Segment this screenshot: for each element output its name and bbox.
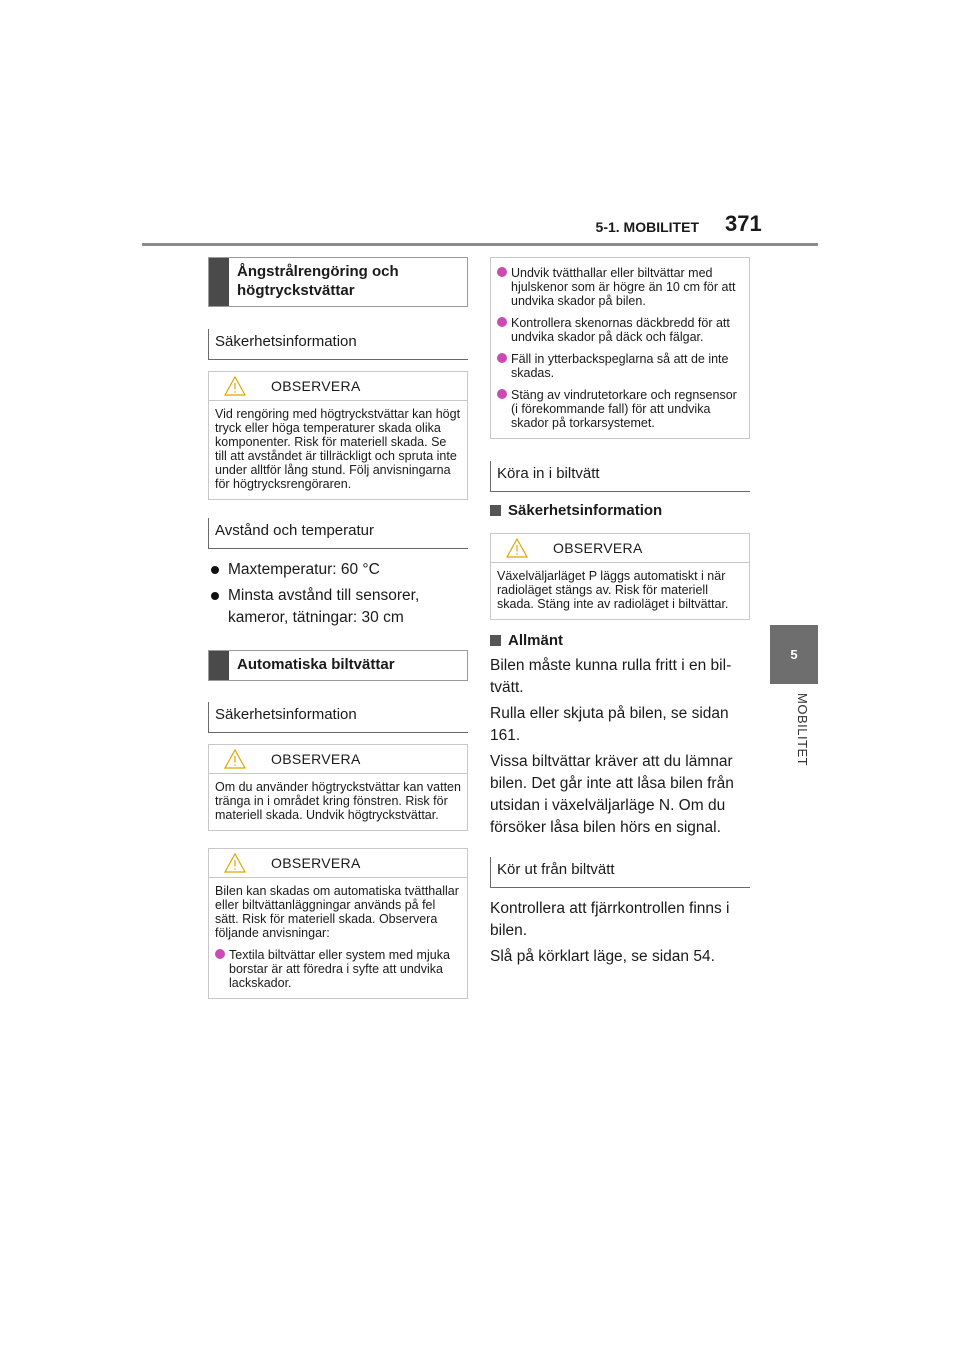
notice-box [490, 533, 750, 620]
notice-text: Bilen kan skadas om automatiska tvätthallar eller biltvättanläggningar används på fel sätt. Risk för materiell skada. Observera följande anvisningar: [215, 884, 459, 940]
paragraph: Kontrollera att fjärrkontrollen finns i bilen. [490, 900, 730, 939]
subheading-safety: Säkerhetsinformation [208, 329, 468, 360]
warning-icon [223, 748, 247, 770]
square-icon [490, 635, 501, 646]
notice-box [208, 371, 468, 500]
title-bar [209, 651, 229, 680]
subheading-safety: Säkerhetsinformation [208, 702, 468, 733]
notice-text: Växelväljarläget P läggs automatiskt i när radioläget stängs av. Risk för materiell skada. Stäng inte av radioläget i biltvättar. [497, 569, 729, 611]
right-column [490, 257, 750, 968]
notice-header: OBSERVERA [209, 849, 467, 878]
square-heading-general: Allmänt [490, 632, 750, 649]
bullet-dot [211, 592, 219, 600]
notice-header: OBSERVERA [209, 372, 467, 401]
list-item: Fäll in ytterbackspeglarna så att de inte skadas. [497, 352, 743, 380]
header-rule [142, 243, 818, 246]
chapter-number: 5 [790, 647, 798, 662]
notice-text: Om du använder högtryckstvättar kan vatten tränga in i området kring fönstren. Risk för materiell skada. Undvik högtryckstvättar. [215, 780, 461, 822]
paragraph: Bilen måste kunna rulla fritt i en biltvätt. [490, 657, 732, 696]
bullet-dot [497, 267, 507, 277]
notice-box-continued [490, 257, 750, 439]
list-item: Maxtemperatur: 60 °C [208, 559, 468, 581]
list-item: Kontrollera skenornas däckbredd för att undvika skador på däck och fälgar. [497, 316, 743, 344]
notice-header: OBSERVERA [209, 745, 467, 774]
section-label: 5-1. MOBILITET [595, 219, 699, 235]
warning-icon [505, 537, 529, 559]
bullet-dot [497, 389, 507, 399]
title-bar [209, 258, 229, 306]
paragraph: Vissa biltvättar kräver att du lämnar bilen. Det går inte att låsa bilen från utsidan i växelväljarläge N. Om du försöker låsa bilen hörs en signal. [490, 753, 734, 836]
square-icon [490, 505, 501, 516]
section-title-steam: Ångstrålrengöring och högtryckstvättar [208, 257, 468, 307]
notice-box [208, 848, 468, 999]
bullet-dot [497, 353, 507, 363]
warning-icon [223, 375, 247, 397]
bullet-dot [215, 949, 225, 959]
subheading-drive-in: Köra in i biltvätt [490, 461, 750, 492]
paragraph: Rulla eller skjuta på bilen, se sidan 161. [490, 705, 729, 744]
list-item: Undvik tvätthallar eller biltvättar med hjulskenor som är högre än 10 cm för att undvika skador på bilen. [497, 266, 743, 308]
left-column [208, 257, 468, 999]
page-number: 371 [725, 211, 762, 236]
bullet-dot [497, 317, 507, 327]
notice-text: Vid rengöring med högtryckstvättar kan högt tryck eller höga temperaturer skada olika komponenter. Risk för materiell skada. Se till att avståndet är tillräckligt och spruta inte under alltför lång stund. Följ anvisningarna för högtrycksrengöraren. [215, 407, 461, 491]
bullet-dot [211, 566, 219, 574]
chapter-label: MOBILITET [795, 693, 810, 767]
notice-header: OBSERVERA [491, 534, 749, 563]
subheading-drive-out: Kör ut från biltvätt [490, 857, 750, 888]
subheading-distance: Avstånd och temperatur [208, 518, 468, 549]
notice-bullet-list [497, 266, 743, 430]
notice-bullet-list [215, 948, 461, 990]
square-heading-safety: Säkerhetsinformation [490, 502, 750, 519]
section-title-auto: Automatiska biltvättar [208, 650, 468, 681]
list-item: Textila biltvättar eller system med mjuka borstar är att föredra i syfte att undvika lackskador. [215, 948, 461, 990]
paragraph: Slå på körklart läge, se sidan 54. [490, 948, 715, 965]
chapter-tab [770, 625, 818, 684]
bullet-list [208, 559, 468, 629]
list-item: Stäng av vindrutetorkare och regnsensor (i förekommande fall) för att undvika skador på torkarsystemet. [497, 388, 743, 430]
warning-icon [223, 852, 247, 874]
list-item: Minsta avstånd till sensorer, kameror, tätningar: 30 cm [208, 585, 468, 629]
notice-box [208, 744, 468, 831]
